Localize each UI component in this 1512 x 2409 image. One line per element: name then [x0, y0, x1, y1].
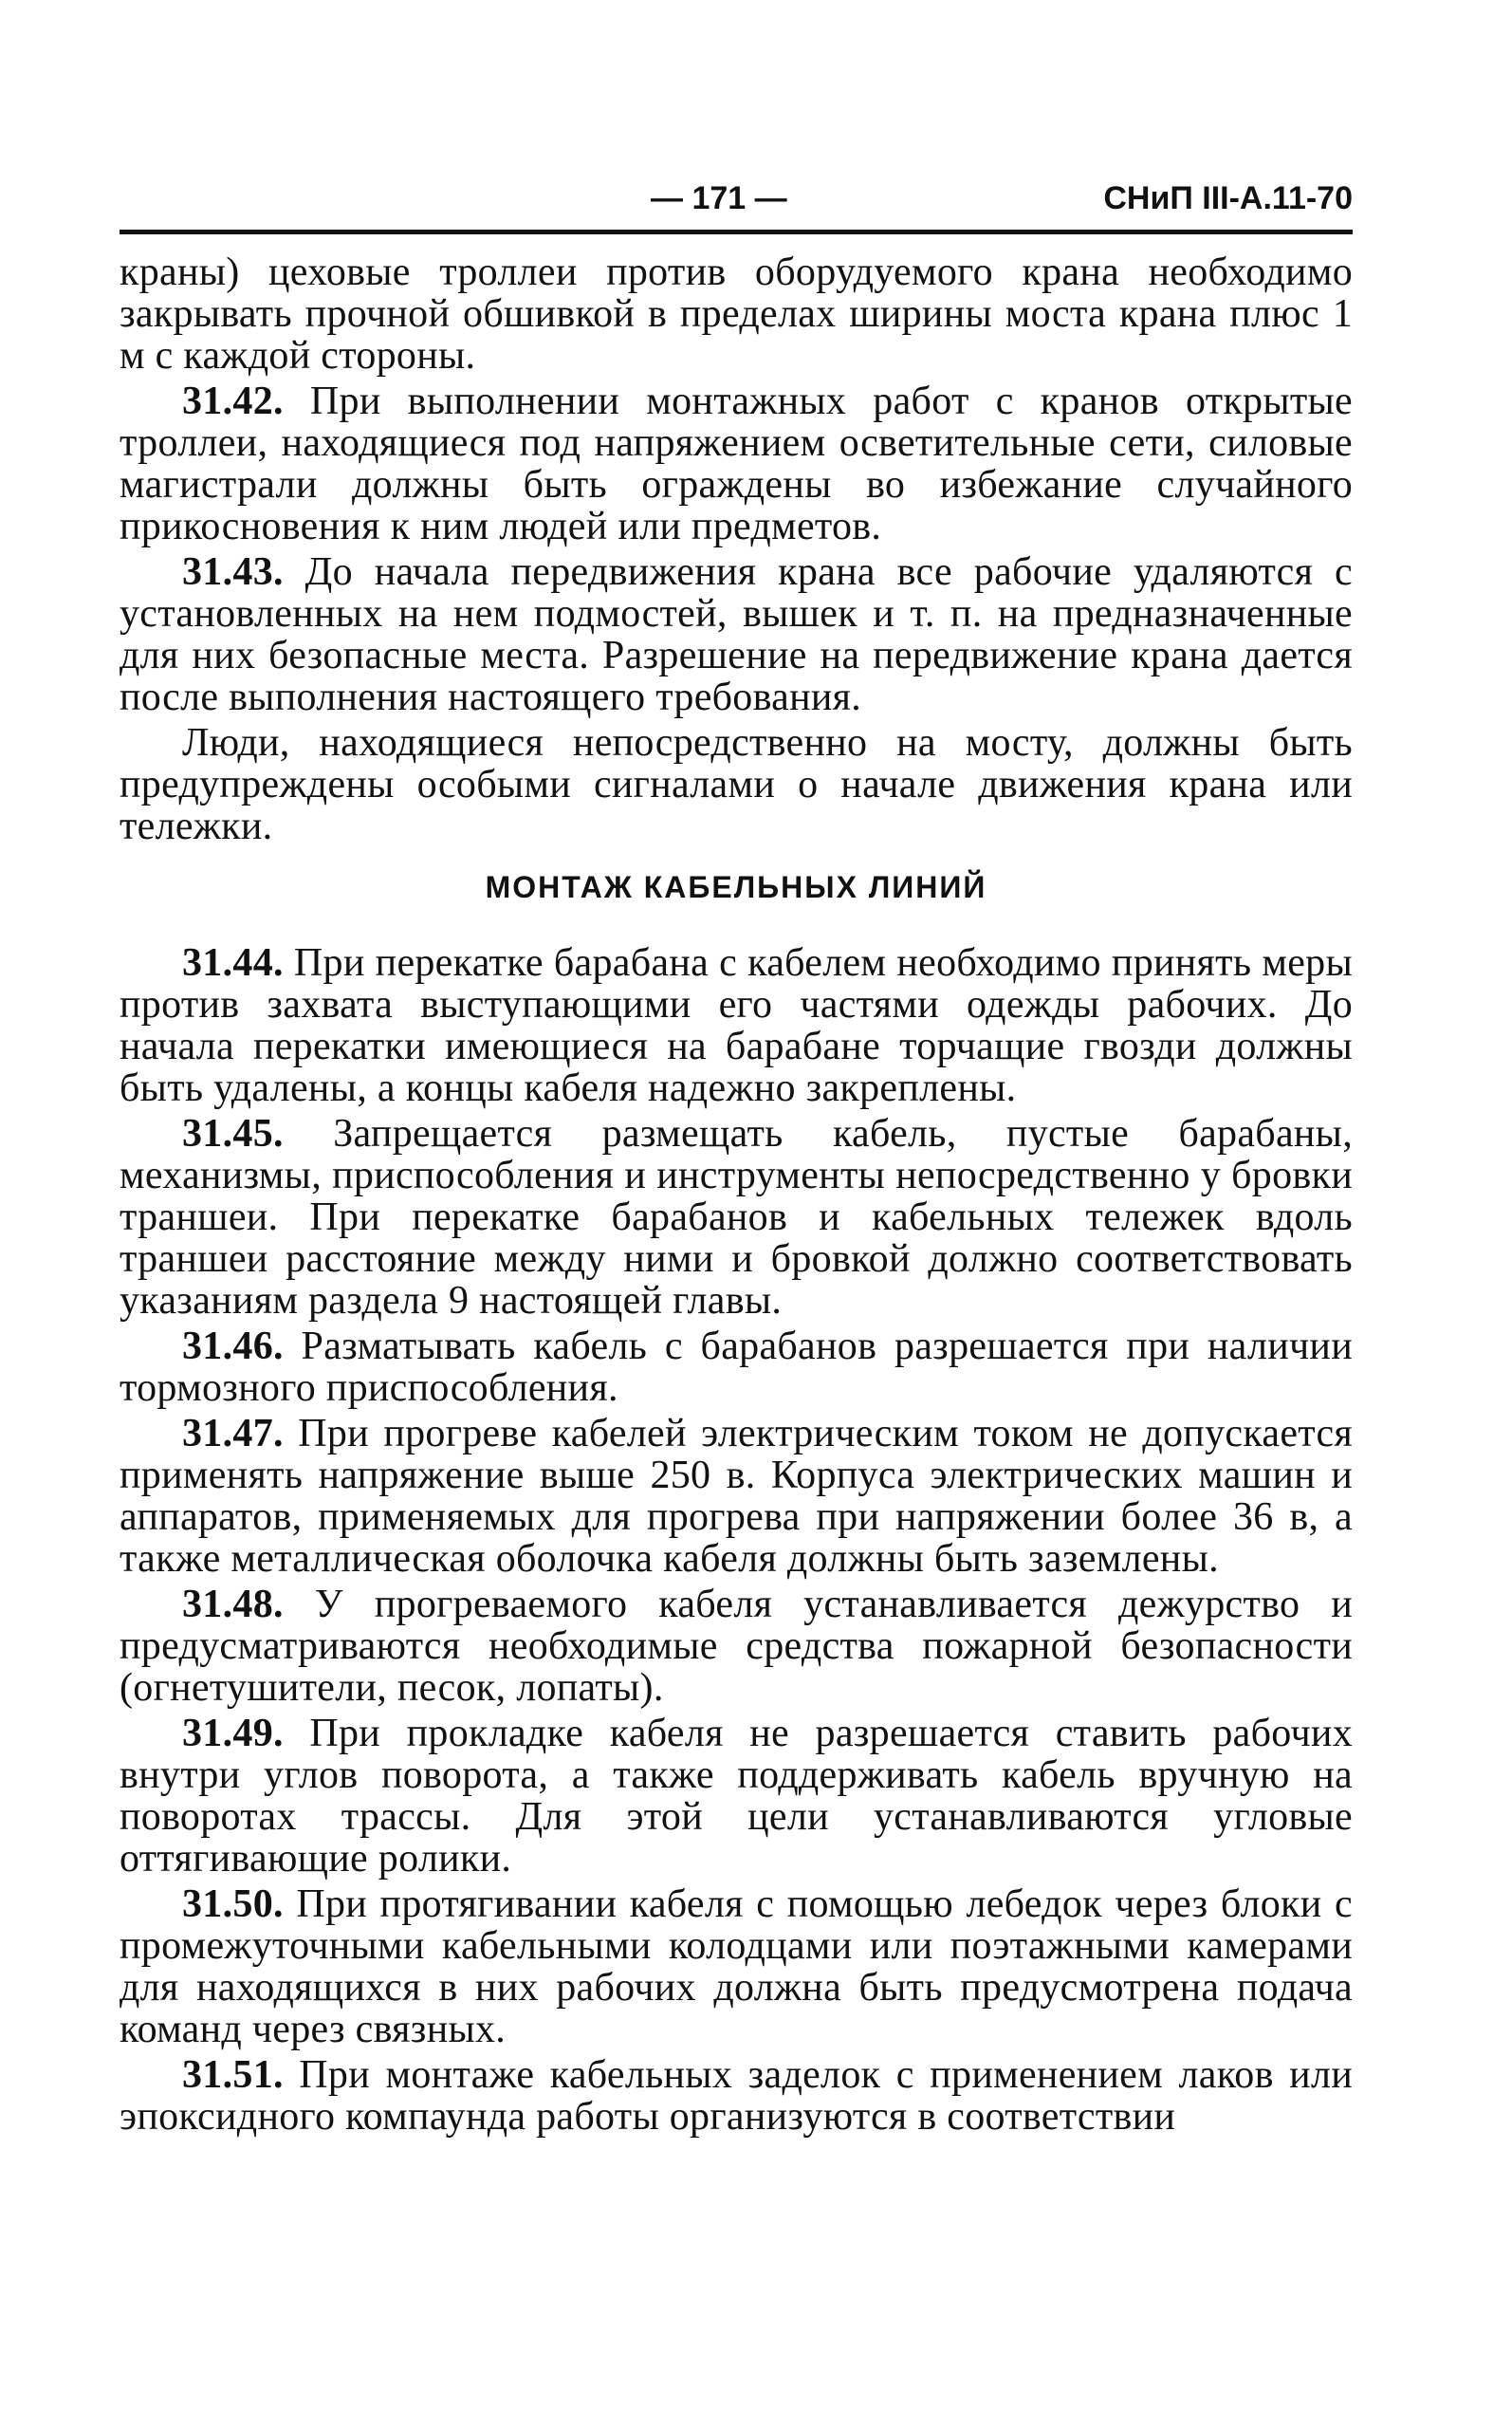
paragraph-31-42 [120, 380, 1353, 547]
paragraph [120, 722, 1353, 847]
paragraph [120, 251, 1353, 377]
clause-number: 31.50. [182, 1882, 284, 1926]
paragraph-31-50 [120, 1883, 1353, 2050]
body-text [120, 251, 1353, 2138]
paragraph-text: При перекатке барабана с кабелем необходимо принять меры против захвата выступающими его частями одежды рабочих. До начала перекатки имеющиеся на барабане торчащие гвозди должны быть удалены, а концы кабеля надежно закреплены. [120, 941, 1353, 1110]
clause-number: 31.51. [182, 2053, 284, 2097]
paragraph-31-46 [120, 1325, 1353, 1409]
paragraph-text: При протягивании кабеля с помощью лебедок через блоки с промежуточными кабельными колодцами или поэтажными камерами для находящихся в них рабочих должна быть предусмотрена подача команд через связных. [120, 1882, 1353, 2051]
paragraph-text: При прокладке кабеля не разрешается ставить рабочих внутри углов поворота, а также поддерживать кабель вручную на поворотах трассы. Для этой цели устанавливаются угловые оттягивающие ролики. [120, 1712, 1353, 1881]
header-rule [120, 230, 1353, 234]
paragraph-31-44 [120, 942, 1353, 1109]
paragraph-text: При прогреве кабелей электрическим током не допускается применять напряжение выше 250 в. Корпуса электрических машин и аппаратов, применяемых для прогрева при напряжении более 36 в, а также металлическая оболочка кабеля должны быть заземлены. [120, 1412, 1353, 1581]
paragraphs-before [120, 251, 1353, 847]
clause-number: 31.43. [182, 550, 284, 594]
clause-number: 31.42. [182, 380, 284, 423]
paragraph-text: При выполнении монтажных работ с кранов открытые троллеи, находящиеся под напряжением осветительные сети, силовые магистрали должны быть ограждены во избежание случайного прикосновения к ним людей или предметов. [120, 380, 1353, 548]
paragraph-text: краны) цеховые троллеи против оборудуемого крана необходимо закрывать прочной обшивкой в пределах ширины моста крана плюс 1 м с каждой стороны. [120, 250, 1353, 378]
clause-number: 31.46. [182, 1325, 284, 1368]
page-number: — 171 — [651, 180, 787, 216]
clause-number: 31.47. [182, 1412, 284, 1455]
clause-number: 31.48. [182, 1583, 284, 1626]
paragraph-31-45 [120, 1113, 1353, 1322]
section-title: МОНТАЖ КАБЕЛЬНЫХ ЛИНИЙ [485, 870, 987, 904]
paragraph-31-49 [120, 1713, 1353, 1880]
paragraph-text: Запрещается размещать кабель, пустые барабаны, механизмы, приспособления и инструменты непосредственно у бровки траншеи. При перекатке барабанов и кабельных тележек вдоль траншеи расстояние между ними и бровкой должно соответствовать указаниям раздела 9 настоящей главы. [120, 1112, 1353, 1323]
paragraph-31-48 [120, 1584, 1353, 1709]
paragraph-31-43 [120, 551, 1353, 718]
paragraph-31-47 [120, 1413, 1353, 1580]
document-code: СНиП III-А.11-70 [1103, 180, 1353, 216]
paragraph-text: Люди, находящиеся непосредственно на мосту, должны быть предупреждены особыми сигналами о начале движения крана или тележки. [120, 721, 1353, 848]
paragraph-text: Разматывать кабель с барабанов разрешается при наличии тормозного приспособления. [120, 1325, 1353, 1410]
clause-number: 31.45. [182, 1112, 284, 1156]
paragraphs-after [120, 942, 1353, 2138]
clause-number: 31.44. [182, 941, 284, 985]
clause-number: 31.49. [182, 1712, 284, 1755]
document-page [120, 180, 1353, 2141]
paragraph-text: При монтаже кабельных заделок с применением лаков или эпоксидного компаунда работы организуются в соответствии [120, 2053, 1353, 2139]
paragraph-text: У прогреваемого кабеля устанавливается дежурство и предусматриваются необходимые средства пожарной безопасности (огнетушители, песок, лопаты). [120, 1583, 1353, 1710]
paragraph-31-51 [120, 2054, 1353, 2138]
paragraph-text: До начала передвижения крана все рабочие удаляются с установленных на нем подмостей, вышек и т. п. на предназначенные для них безопасные места. Разрешение на передвижение крана дается после выполнения настоящего требования. [120, 550, 1353, 719]
page-header [120, 180, 1353, 226]
